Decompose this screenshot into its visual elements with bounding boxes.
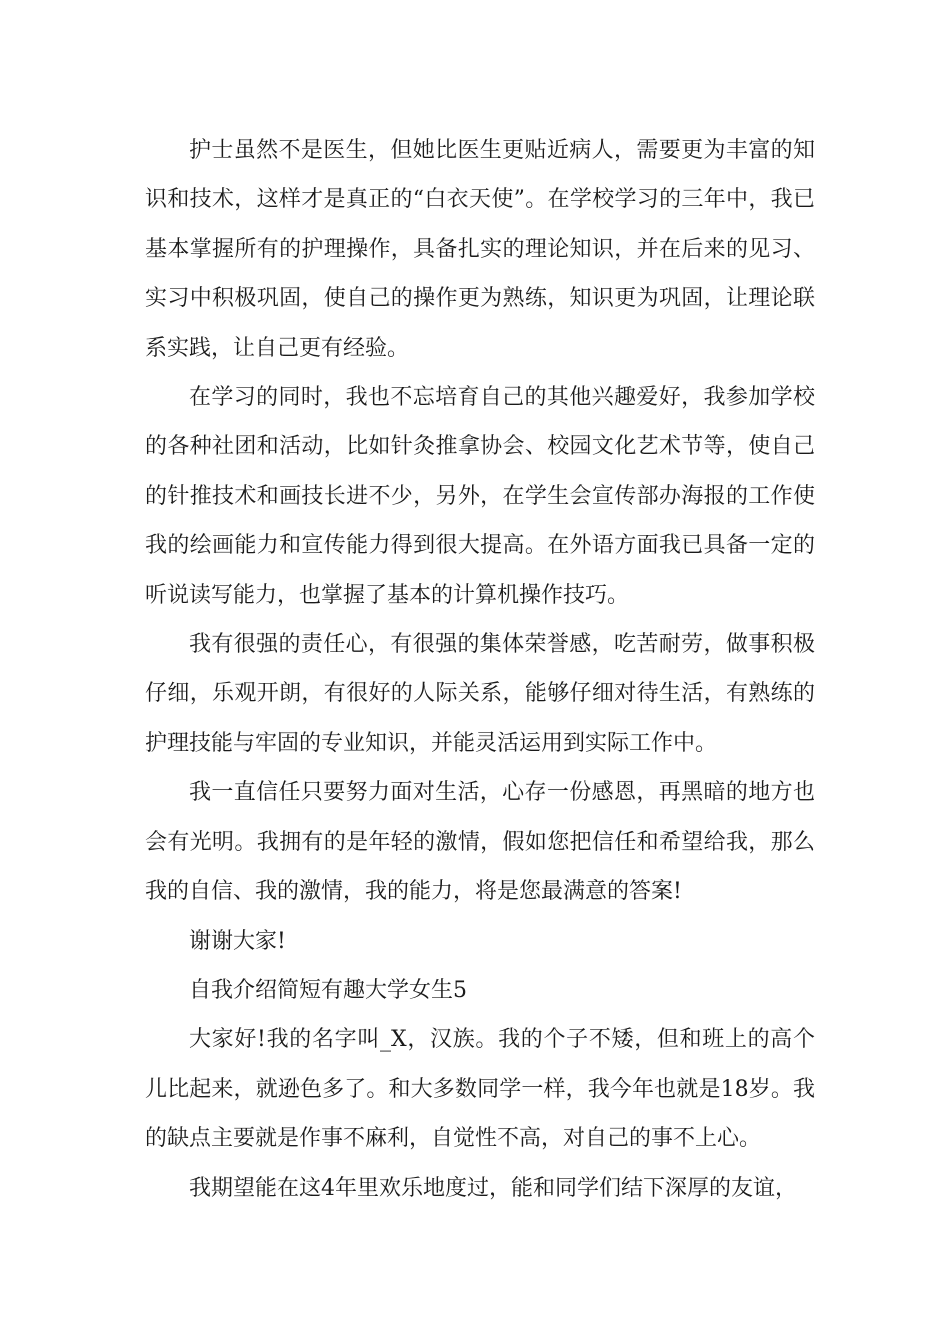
paragraph: 大家好!我的名字叫_X，汉族。我的个子不矮，但和班上的高个儿比起来，就逊色多了。和大多数同学一样，我今年也就是18岁。我的缺点主要就是作事不麻利，自觉性不高，对自己的事不上心。 <box>145 1027 815 1152</box>
closing-line: 谢谢大家! <box>189 928 286 954</box>
section-heading: 自我介绍简短有趣大学女生5 <box>189 977 467 1003</box>
paragraph: 护士虽然不是医生，但她比医生更贴近病人，需要更为丰富的知识和技术，这样才是真正的“白衣天使”。在学校学习的三年中，我已基本掌握所有的护理操作，具备扎实的理论知识，并在后来的见习、实习中积极巩固，使自己的操作更为熟练，知识更为巩固，让理论联系实践，让自己更有经验。 <box>145 138 815 361</box>
document-body <box>145 126 815 1213</box>
paragraph: 我一直信任只要努力面对生活，心存一份感恩，再黑暗的地方也会有光明。我拥有的是年轻的激情，假如您把信任和希望给我，那么我的自信、我的激情，我的能力，将是您最满意的答案! <box>145 780 815 905</box>
paragraph: 在学习的同时，我也不忘培育自己的其他兴趣爱好，我参加学校的各种社团和活动，比如针灸推拿协会、校园文化艺术节等，使自己的针推技术和画技长进不少，另外，在学生会宣传部办海报的工作使我的绘画能力和宣传能力得到很大提高。在外语方面我已具备一定的听说读写能力，也掌握了基本的计算机操作技巧。 <box>145 385 815 608</box>
paragraph: 我有很强的责任心，有很强的集体荣誉感，吃苦耐劳，做事积极仔细，乐观开朗，有很好的人际关系，能够仔细对待生活，有熟练的护理技能与牢固的专业知识，并能灵活运用到实际工作中。 <box>145 632 815 756</box>
paragraph: 我期望能在这4年里欢乐地度过，能和同学们结下深厚的友谊， <box>189 1175 797 1201</box>
